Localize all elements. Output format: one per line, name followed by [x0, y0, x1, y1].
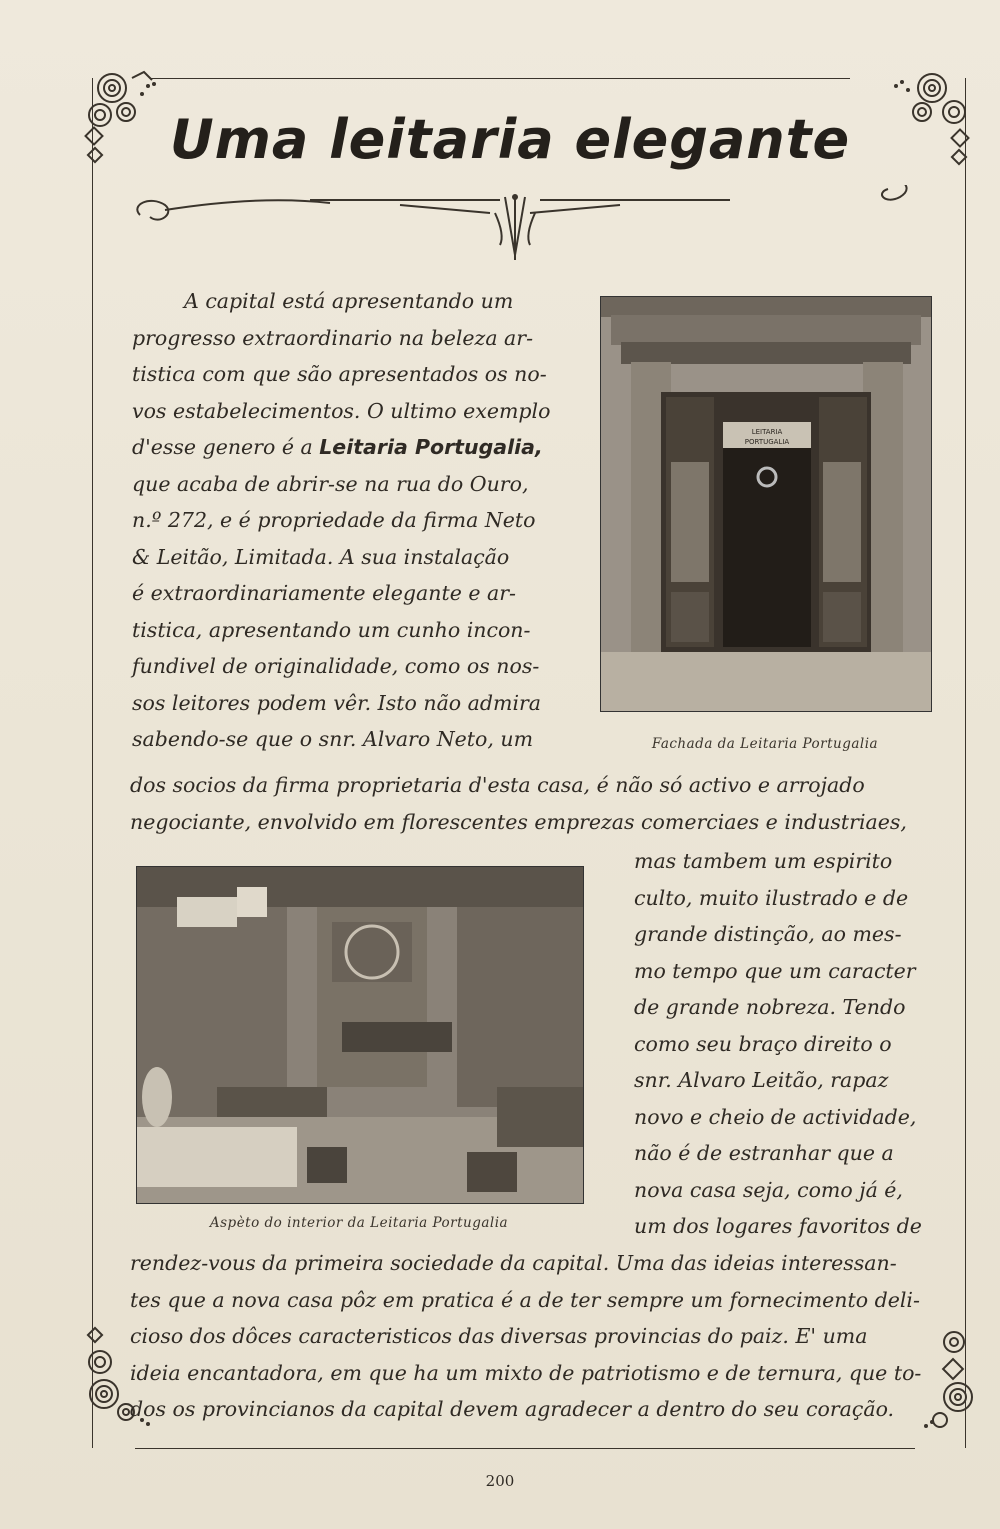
text-line: tistica, apresentando um cunho incon-	[132, 617, 531, 642]
text-line: negociante, envolvido em florescentes emprezas comerciaes e industriaes,	[130, 809, 907, 834]
sign-text-line1: LEITARIA	[751, 428, 783, 436]
frame-bottom-rule	[135, 1448, 915, 1449]
page-number: 200	[485, 1472, 515, 1490]
text-line: como seu braço direito o	[634, 1031, 892, 1056]
storefront-photo	[600, 296, 932, 712]
rose-ornament-top-right	[892, 60, 972, 170]
text-line: fundivel de originalidade, como os nos-	[132, 654, 540, 678]
text-line: sos leitores podem vêr. Isto não admira	[132, 690, 542, 715]
article-paragraph-3	[634, 843, 932, 1245]
text-line: dos socios da firma proprietaria d'esta casa, é não só activo e arrojado	[130, 773, 865, 797]
text-line: tes que a nova casa pôz em pratica é a de ter sempre um fornecimento deli-	[130, 1287, 920, 1312]
interior-caption: Aspèto do interior da Leitaria Portugalia	[209, 1215, 509, 1231]
text-line: & Leitão, Limitada. A sua instalação	[132, 544, 510, 569]
interior-photo	[136, 866, 584, 1204]
text-line: mo tempo que um caracter	[634, 958, 916, 983]
text-line: um dos logares favoritos de	[634, 1214, 922, 1238]
article-title: Uma leitaria elegante	[169, 108, 851, 171]
text-line: nova casa seja, como já é,	[634, 1177, 903, 1202]
article-paragraph-2	[130, 767, 932, 840]
text-line: rendez-vous da primeira sociedade da capital. Uma das ideias interessan-	[130, 1251, 897, 1275]
storefront-caption: Fachada da Leitaria Portugalia	[651, 736, 879, 752]
article-paragraph-4	[130, 1245, 932, 1428]
text-line: dos os provincianos da capital devem agradecer a dentro do seu coração.	[130, 1397, 895, 1421]
text-line: snr. Alvaro Leitão, rapaz	[634, 1068, 889, 1092]
title-flourish-ornament	[130, 185, 920, 265]
text-line: progresso extraordinario na beleza ar-	[132, 325, 534, 350]
text-line	[132, 429, 558, 466]
brand-name: Leitaria Portugalia,	[319, 435, 543, 459]
text-line: ideia encantadora, em que ha um mixto de patriotismo e de ternura, que to-	[130, 1360, 922, 1385]
text-line: que acaba de abrir-se na rua do Ouro,	[132, 471, 529, 496]
text-line: n.º 272, e é propriedade da firma Neto	[132, 508, 536, 532]
text-line: não é de estranhar que a	[634, 1141, 894, 1165]
text-line: grande distinção, ao mes-	[634, 922, 902, 946]
text-line: de grande nobreza. Tendo	[634, 995, 906, 1019]
text-line: novo e cheio de actividade,	[634, 1104, 917, 1129]
text-line: cioso dos dôces caracteristicos das diversas provincias do paiz. E' uma	[130, 1324, 868, 1348]
frame-top-rule	[150, 78, 850, 79]
text-line: A capital está apresentando um	[184, 289, 514, 313]
text-line: mas tambem um espirito	[634, 849, 893, 873]
interior-illustration	[137, 867, 583, 1203]
storefront-illustration	[601, 297, 931, 711]
text-fragment: d'esse genero é a	[132, 435, 313, 459]
text-line: culto, muito ilustrado e de	[634, 885, 909, 910]
text-line: vos estabelecimentos. O ultimo exemplo	[132, 398, 551, 423]
text-line: é extraordinariamente elegante e ar-	[132, 581, 516, 605]
text-line: tistica com que são apresentados os no-	[132, 362, 547, 386]
article-paragraph-1	[132, 283, 558, 758]
sign-text-line2: PORTUGALIA	[744, 438, 790, 446]
text-line: sabendo-se que o snr. Alvaro Neto, um	[132, 727, 534, 751]
